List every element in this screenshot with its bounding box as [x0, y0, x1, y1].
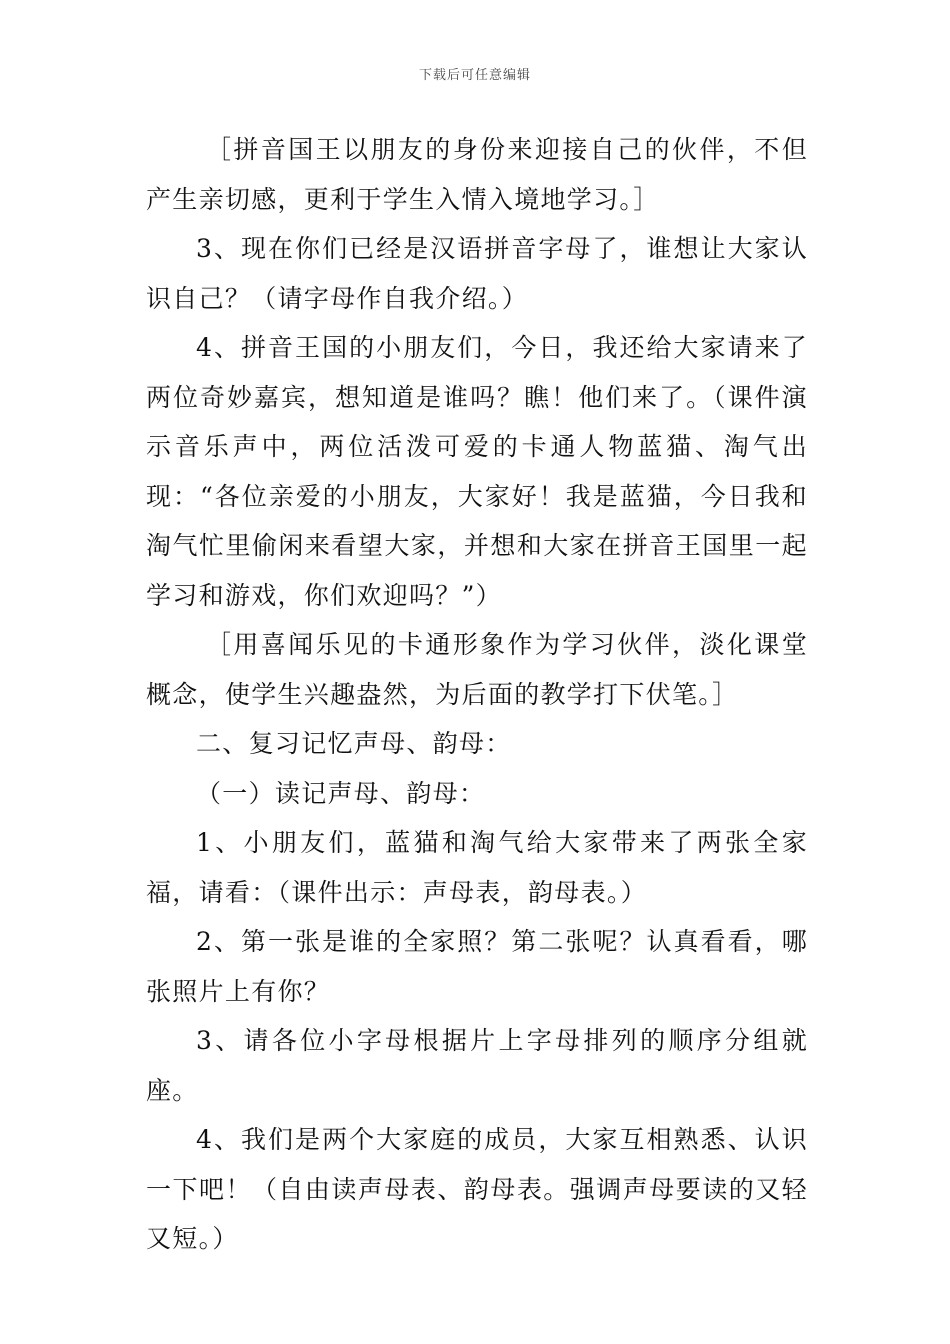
paragraph-step-3: 3、现在你们已经是汉语拼音字母了，谁想让大家认识自己？（请字母作自我介绍。）: [146, 234, 808, 313]
paragraph-item-3: 3、请各位小字母根据片上字母排列的顺序分组就座。: [146, 1026, 808, 1105]
paragraph-item-1: 1、小朋友们，蓝猫和淘气给大家带来了两张全家福，请看：（课件出示：声母表，韵母表。）: [146, 828, 808, 907]
paragraph-commentary-2: ［用喜闻乐见的卡通形象作为学习伙伴，淡化课堂概念，使学生兴趣盎然，为后面的教学打下伏笔。］: [146, 630, 808, 709]
paragraph-item-4: 4、我们是两个大家庭的成员，大家互相熟悉、认识一下吧！（自由读声母表、韵母表。强调声母要读的又轻又短。）: [146, 1125, 808, 1253]
paragraph-commentary-1: ［拼音国王以朋友的身份来迎接自己的伙伴，不但产生亲切感，更利于学生入情入境地学习。］: [146, 135, 808, 214]
paragraph-step-4: 4、拼音王国的小朋友们，今日，我还给大家请来了两位奇妙嘉宾，想知道是谁吗？瞧！他们来了。（课件演示音乐声中，两位活泼可爱的卡通人物蓝猫、淘气出现：“各位亲爱的小朋友，大家好！我是蓝猫，今日我和淘气忙里偷闲来看望大家，并想和大家在拼音王国里一起学习和游戏，你们欢迎吗？”）: [146, 333, 808, 610]
section-heading-review: 二、复习记忆声母、韵母：: [196, 729, 512, 758]
paragraph-item-2: 2、第一张是谁的全家照？第二张呢？认真看看，哪张照片上有你？: [146, 927, 808, 1006]
document-body: [146, 125, 808, 1264]
page-header-note: 下载后可任意编辑: [418, 68, 531, 83]
subsection-heading-read: （一）读记声母、韵母：: [196, 778, 486, 808]
